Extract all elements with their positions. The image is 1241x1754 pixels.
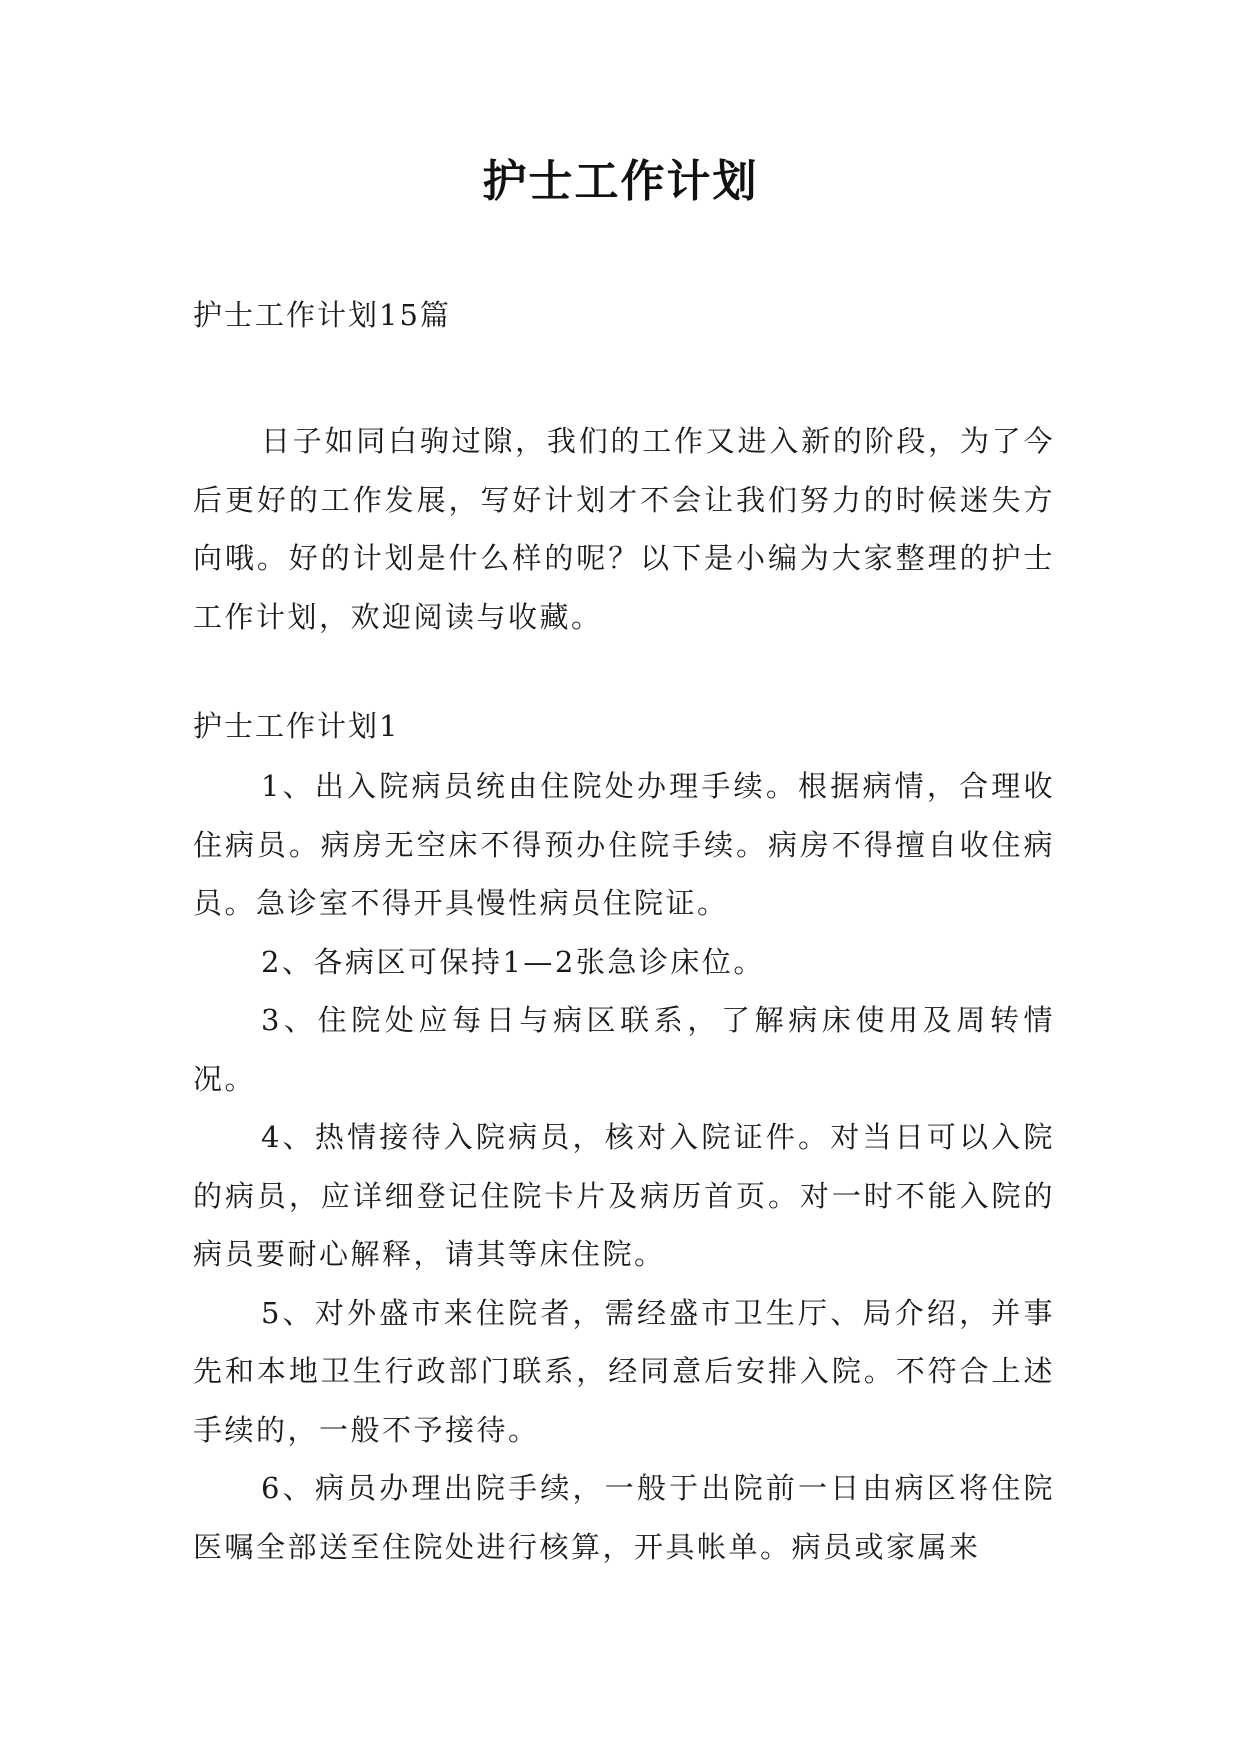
list-item: 2、各病区可保持1—2张急诊床位。 <box>261 944 765 979</box>
document-subtitle: 护士工作计划15篇 <box>193 298 451 332</box>
list-item: 5、对外盛市来住院者，需经盛市卫生厅、局介绍，并事先和本地卫生行政部门联系，经同意后安排入院。不符合上述手续的，一般不予接待。 <box>193 1295 1055 1447</box>
list-item: 6、病员办理出院手续，一般于出院前一日由病区将住院医嘱全部送至住院处进行核算，开具帐单。病员或家属来 <box>193 1471 1055 1564</box>
item-list <box>193 757 1055 1576</box>
intro-paragraph: 日子如同白驹过隙，我们的工作又进入新的阶段，为了今后更好的工作发展，写好计划才不会让我们努力的时候迷失方向哦。好的计划是什么样的呢？以下是小编为大家整理的护士工作计划，欢迎阅读与收藏。 <box>193 424 1055 634</box>
list-item: 4、热情接待入院病员，核对入院证件。对当日可以入院的病员，应详细登记住院卡片及病历首页。对一时不能入院的病员要耐心解释，请其等床住院。 <box>193 1120 1055 1271</box>
list-item: 3、住院处应每日与病区联系，了解病床使用及周转情况。 <box>193 1003 1055 1096</box>
list-item: 1、出入院病员统由住院处办理手续。根据病情，合理收住病员。病房无空床不得预办住院手续。病房不得擅自收住病员。急诊室不得开具慢性病员住院证。 <box>193 769 1055 920</box>
document-title: 护士工作计划 <box>482 156 759 207</box>
section-heading: 护士工作计划1 <box>193 709 400 743</box>
